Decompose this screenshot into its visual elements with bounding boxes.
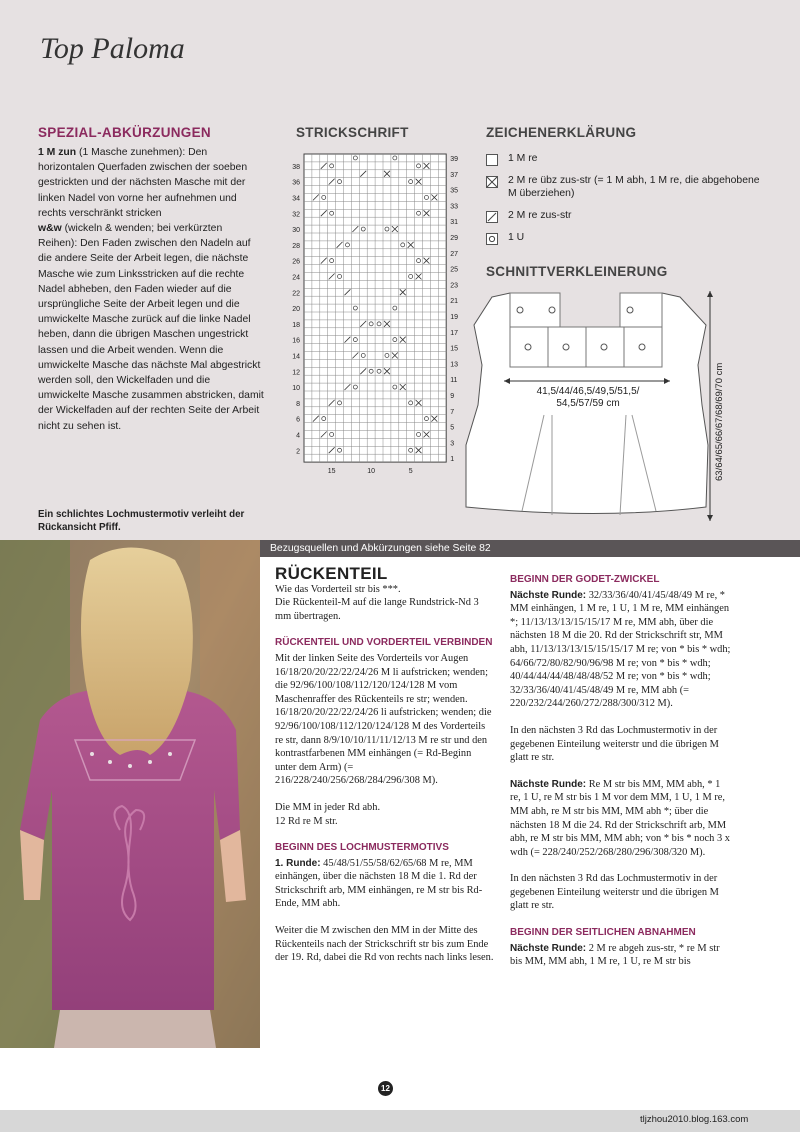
chart-row-label: 7	[450, 408, 455, 416]
chart-row-label: 27	[450, 250, 458, 258]
strickschrift-heading: STRICKSCHRIFT	[296, 125, 409, 140]
button-icon	[108, 760, 112, 764]
chart-row-label: 19	[450, 313, 458, 321]
chart-row-label: 25	[450, 266, 458, 274]
chart-row-label: 23	[450, 282, 458, 290]
paragraph	[510, 589, 732, 711]
rueckenteil-heading: RÜCKENTEIL	[275, 564, 388, 583]
slash-icon	[486, 211, 498, 223]
paragraph: In den nächsten 3 Rd das Lochmustermotiv in der gegebenen Einteilung weiterstr und die übrigen M glatt re str.	[510, 873, 719, 912]
legend-text: 1 U	[508, 232, 525, 243]
paragraph	[275, 857, 495, 911]
chart-row-label: 10	[292, 385, 300, 393]
paragraph-text: 2 M re abgeh zus-str, * re M str bis MM, MM abh, 1 M re, 1 U, re M str bis	[510, 942, 720, 968]
chart-row-label: 14	[292, 353, 300, 361]
chart-row-label: 38	[292, 163, 300, 171]
circle-icon	[486, 233, 498, 245]
chart-row-label: 12	[292, 369, 300, 377]
zeichenerklaerung-heading: ZEICHENERKLÄRUNG	[486, 125, 637, 140]
arm	[20, 830, 44, 900]
chart-row-label: 6	[296, 416, 300, 424]
chart-row-label: 17	[450, 329, 458, 337]
chart-row-label: 16	[292, 337, 300, 345]
chart-row-label: 36	[292, 179, 300, 187]
schematic	[460, 285, 790, 525]
text-column-2	[510, 573, 732, 982]
page-number: 12	[378, 1081, 393, 1096]
photo-caption: Ein schlichtes Lochmustermotiv verleiht der Rückansicht Pfiff.	[38, 509, 245, 533]
chart-row-label: 33	[450, 203, 458, 211]
paragraph	[510, 942, 732, 969]
schnitt-heading: SCHNITTVERKLEINERUNG	[486, 264, 668, 279]
page-title: Top Paloma	[40, 32, 185, 65]
abkuerzungen-text	[38, 145, 264, 434]
width-label-2: 54,5/57/59 cm	[556, 398, 620, 409]
arrow-head-icon	[707, 291, 713, 297]
chart-row-label: 3	[450, 440, 455, 448]
subheading: BEGINN DES LOCHMUSTERMOTIVS	[275, 842, 449, 854]
skirt	[54, 1010, 216, 1048]
knitting-chart-svg	[280, 150, 460, 485]
arrow-head-icon	[707, 515, 713, 521]
chart-row-label: 21	[450, 298, 458, 306]
chart-row-label: 13	[450, 361, 458, 369]
chart-row-label: 9	[450, 392, 455, 400]
chart-row-label: 34	[292, 195, 300, 203]
height-label: 63/64/65/66/67/68/69/70 cm	[714, 362, 725, 481]
watermark: tljzhou2010.blog.163.com	[640, 1114, 749, 1125]
label: Nächste Runde:	[510, 778, 587, 790]
square-icon	[486, 154, 498, 166]
button-icon	[168, 752, 172, 756]
chart-row-label: 35	[450, 187, 458, 195]
chart-row-label: 29	[450, 234, 458, 242]
chart-row-label: 30	[292, 227, 300, 235]
model-photo	[0, 540, 260, 1048]
chart-row-label: 24	[292, 274, 300, 282]
legend-text: 2 M re übz zus-str (= 1 M abh, 1 M re, die abgehobene M überziehen)	[508, 175, 760, 199]
abk-term-1: 1 M zun	[38, 147, 77, 158]
abk-term-2: w&w	[38, 223, 62, 235]
abk-text-2: (wickeln & wenden; bei verkürzten Reihen): Den Faden zwischen den Nadeln auf die andere Seite der Arbeit legen, die nächste Masche wie zum Linksstricken auf die rechte Nadel abheben, den Faden wieder auf die ursprüngliche Seite der Arbeit legen und die umwickelte Masche zurück auf die linke Nadel heben, dann die übrigen Maschen ungestrickt lassen und die Arbeit wenden. Wenn die umwickelte Masche das nächste Mal abgestrickt werden soll, den Wickelfaden und die umwickelte Masche zusammen abstricken, damit der Wickelfaden auf der rechten Seite der Arbeit nicht zu sehen ist.	[38, 223, 264, 432]
paragraph: 12 Rd re M str.	[275, 815, 338, 827]
chart-row-label: 11	[450, 377, 458, 385]
legend-text: 2 M re zus-str	[508, 210, 572, 221]
paragraph: Die Rückenteil-M auf die lange Rundstrick-Nd 3 mm übertragen.	[275, 597, 479, 622]
paragraph: Mit der linken Seite des Vorderteils vor Augen 16/18/20/20/22/22/24/26 M li aufstricken; wenden; die 92/96/100/108/112/120/124/128 M vom Maschenraffer des Rückenteils re str; wenden. 16/18/20/20/22/22/24/26 li aufstricken; wenden; die 92/96/100/108/112/120/124/128 M des Vorderteils re str, dann 8/9/10/10/11/11/12/13 M re str und den kontrastfarbenen MM einhängen (= Rd-Beginn unter dem Arm) (= 216/228/240/256/268/284/296/308 M).	[275, 652, 492, 787]
label: Nächste Runde:	[510, 589, 587, 601]
chart-row-label: 28	[292, 242, 300, 250]
info-band-text: Bezugsquellen und Abkürzungen siehe Seite 82	[270, 543, 491, 554]
chart-row-label: 5	[450, 424, 455, 432]
subheading: BEGINN DER GODET-ZWICKEL	[510, 574, 660, 585]
button-icon	[128, 764, 132, 768]
paragraph: Die MM in jeder Rd abh.	[275, 801, 381, 813]
schematic-svg	[460, 285, 790, 525]
chart-row-label: 1	[450, 456, 455, 464]
chart-stitch-label: 10	[367, 468, 376, 476]
chart-row-label: 15	[450, 345, 458, 353]
paragraph: In den nächsten 3 Rd das Lochmustermotiv in der gegebenen Einteilung weiterstr und die übrigen M glatt re str.	[510, 724, 719, 764]
button-icon	[90, 752, 94, 756]
button-icon	[148, 760, 152, 764]
width-label-1: 41,5/44/46,5/49,5/51,5/	[536, 386, 640, 397]
label: 1. Runde:	[275, 857, 321, 869]
chart-row-label: 18	[292, 321, 300, 329]
text-column-1	[275, 564, 495, 978]
chart-row-label: 2	[296, 448, 300, 456]
chart-row-label: 4	[296, 432, 300, 440]
chart-row-label: 26	[292, 258, 300, 266]
legend-text: 1 M re	[508, 153, 538, 164]
chart-stitch-label: 15	[327, 468, 336, 476]
chart-row-label: 31	[450, 219, 458, 227]
knitting-chart	[280, 150, 460, 485]
paragraph-text: 45/48/51/55/58/62/65/68 M re, MM einhängen, über die nächsten 18 M die 1. Rd der Strickschrift arb, MM einhängen, re M str bis Rd-Ende, MM abh.	[275, 857, 483, 910]
chart-row-label: 37	[450, 171, 458, 179]
paragraph-text: 32/33/36/40/41/45/48/49 M re, * MM einhängen, 1 M re, 1 U, 1 M re, MM einhängen *; 11/13/13/13/15/15/17 M re, MM abh, über die nächsten 18 M die 20. Rd der Strickschrift str, MM abh, 11/13/13/13/15/15/15/17 M re; von * bis * wdh; 64/66/72/80/82/90/96/98 M re; von * bis * wdh; 40/44/44/44/48/48/48/52 M re; von * bis * wdh; 32/33/36/40/41/45/48/49 M re, MM abh (= 220/232/244/260/272/288/300/312 M).	[510, 589, 731, 710]
abk-text-1: (1 Masche zunehmen): Den horizontalen Querfaden zwischen der soeben gestrickten und der nächsten Masche mit der linken Nadel von vorne her aufnehmen und rechts verschränkt stricken	[38, 147, 248, 219]
subheading: RÜCKENTEIL UND VORDERTEIL VERBINDEN	[275, 637, 493, 649]
chart-row-label: 22	[292, 290, 300, 298]
label: Nächste Runde:	[510, 942, 587, 954]
chart-stitch-label: 5	[408, 468, 413, 476]
subheading: BEGINN DER SEITLICHEN ABNAHMEN	[510, 927, 696, 939]
cross-icon	[486, 176, 498, 188]
paragraph-text: Re M str bis MM, MM abh, * 1 re, 1 U, re M str bis 1 M vor dem MM, 1 U, 1 M re, MM abh, re M str bis MM, MM abh *; über die nächsten 18 M die 24. Rd der Strickschrift arb, MM abh, re M str bis MM, MM abh; von * bis * noch 3 x wdh (= 228/240/252/268/280/296/308/320 M).	[510, 778, 730, 858]
paragraph: Weiter die M zwischen den MM in der Mitte des Rückenteils nach der Strickschrift str bis zum Ende der 19. Rd, dabei die Rd von rechts nach links lesen.	[275, 925, 494, 964]
model-photo-svg	[0, 540, 260, 1048]
chart-row-label: 8	[296, 400, 300, 408]
abkuerzungen-heading: SPEZIAL-ABKÜRZUNGEN	[38, 125, 211, 140]
paragraph: Wie das Vorderteil str bis ***.	[275, 583, 401, 595]
paragraph	[510, 778, 732, 860]
chart-row-label: 39	[450, 155, 458, 163]
chart-row-label: 20	[292, 306, 300, 314]
chart-row-label: 32	[292, 211, 300, 219]
